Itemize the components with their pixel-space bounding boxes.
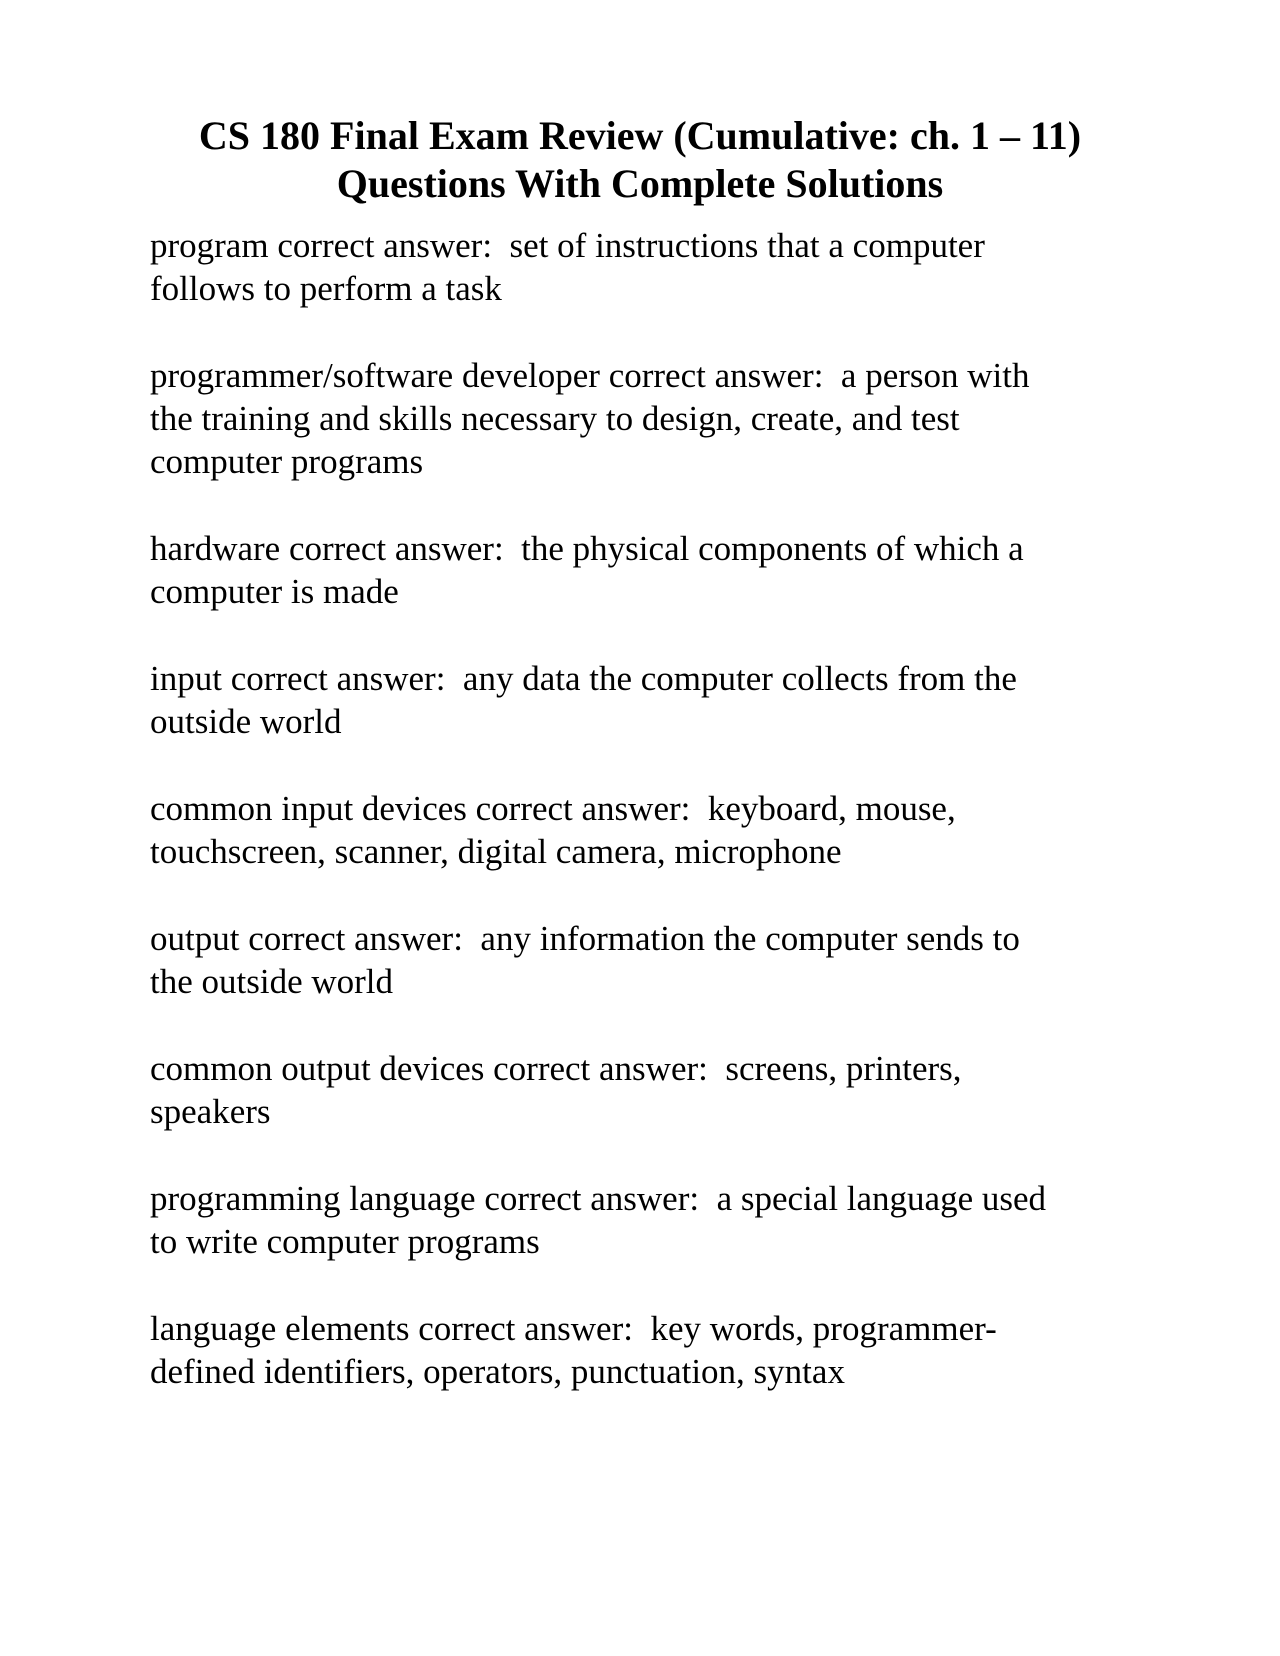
entry-line: computer is made [150, 572, 399, 611]
title-line-1: CS 180 Final Exam Review (Cumulative: ch. 1 – 11) [198, 112, 1082, 158]
qa-entry-input-devices [150, 787, 1150, 873]
qa-entry-language-elements [150, 1307, 1150, 1393]
qa-entry-hardware [150, 527, 1150, 613]
entry-line: defined identifiers, operators, punctuation, syntax [150, 1352, 845, 1391]
entry-line: the training and skills necessary to design, create, and test [150, 399, 960, 438]
entry-line: programmer/software developer correct answer: a person with [150, 356, 1030, 395]
entry-line: common output devices correct answer: screens, printers, [150, 1049, 962, 1088]
entry-line: outside world [150, 702, 342, 741]
entry-line: hardware correct answer: the physical components of which a [150, 529, 1024, 568]
entry-line: output correct answer: any information the computer sends to [150, 919, 1020, 958]
entry-line: the outside world [150, 962, 394, 1001]
entry-line: language elements correct answer: key words, programmer- [150, 1309, 997, 1348]
qa-entry-program [150, 224, 1150, 310]
entry-line: computer programs [150, 442, 424, 481]
entry-line: follows to perform a task [150, 269, 502, 308]
entry-line: programming language correct answer: a special language used [150, 1179, 1047, 1218]
qa-entry-output-devices [150, 1047, 1150, 1133]
qa-list [150, 224, 1150, 1437]
qa-entry-input [150, 657, 1150, 743]
qa-entry-programming-language [150, 1177, 1150, 1263]
title-line-2: Questions With Complete Solutions [336, 160, 944, 206]
entry-line: input correct answer: any data the computer collects from the [150, 659, 1017, 698]
entry-line: touchscreen, scanner, digital camera, microphone [150, 832, 842, 871]
entry-line: common input devices correct answer: keyboard, mouse, [150, 789, 956, 828]
entry-line: speakers [150, 1092, 271, 1131]
entry-line: program correct answer: set of instructions that a computer [150, 226, 985, 265]
qa-entry-programmer [150, 354, 1150, 483]
qa-entry-output [150, 917, 1150, 1003]
entry-line: to write computer programs [150, 1222, 540, 1261]
document-title [0, 112, 1280, 208]
